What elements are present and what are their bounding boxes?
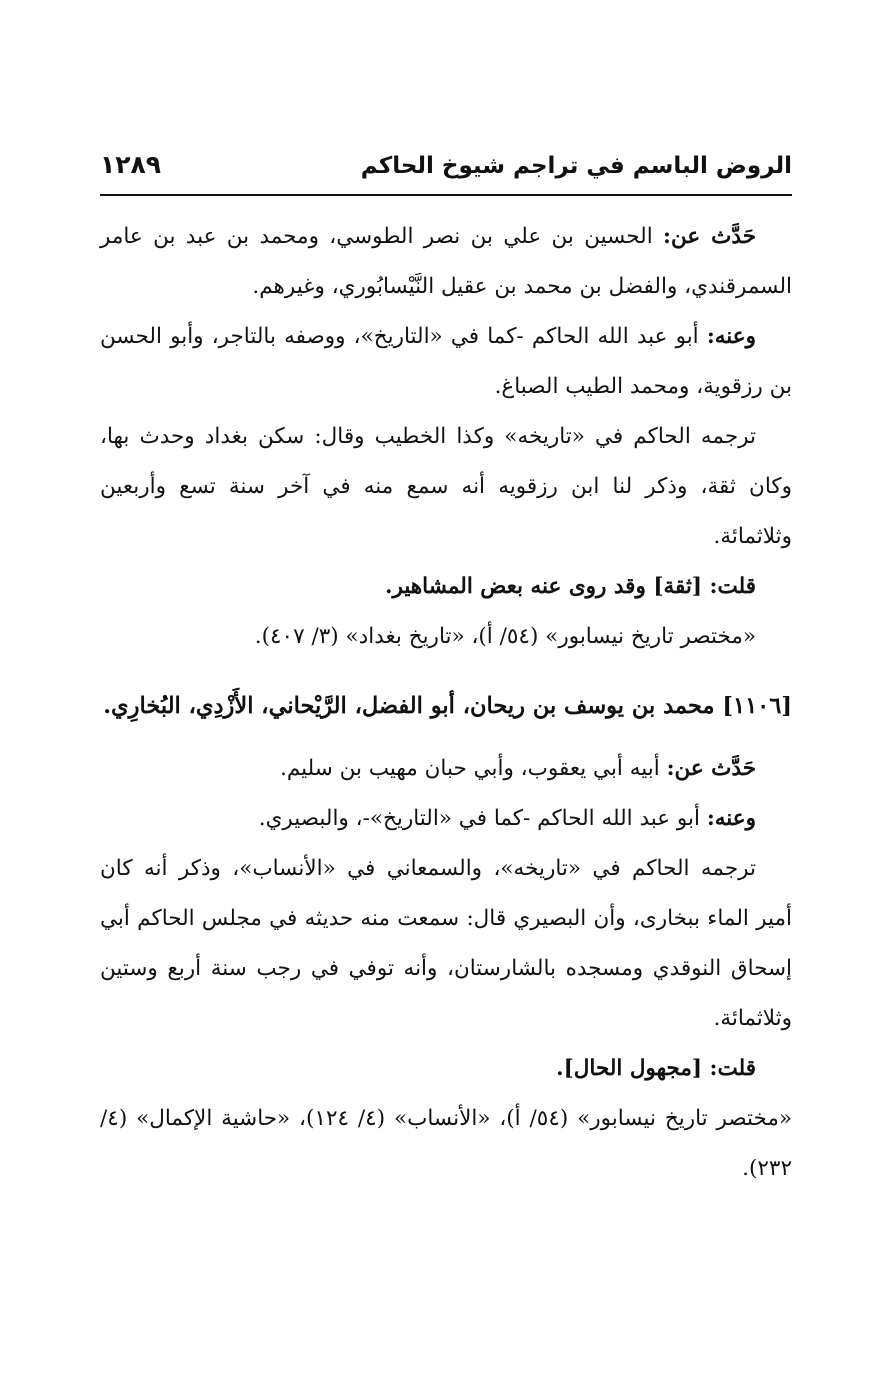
narrated-from-label: حَدَّث عن: [663,224,756,249]
sources-paragraph: «مختصر تاريخ نيسابور» (٥٤/ أ)، «الأنساب» (٤/ ١٢٤)، «حاشية الإكمال» (٤/ ٢٣٢). [100,1106,793,1181]
entry-1105 [100,212,792,662]
sources-paragraph: «مختصر تاريخ نيسابور» (٥٤/ أ)، «تاريخ بغداد» (٣/ ٤٠٧). [254,624,756,649]
narrated-by-label: وعنه: [706,324,756,349]
spacer [100,732,792,744]
entry-1106 [100,680,792,1194]
narrated-from-text: أبيه أبي يعقوب، وأبي حبان مهيب بن سليم. [279,756,660,781]
narrated-from-paragraph [100,212,792,312]
running-title: الروض الباسم في تراجم شيوخ الحاكم [360,153,792,179]
narrated-from-label: حَدَّث عن: [666,756,756,781]
narrated-by-paragraph [100,312,792,412]
narrated-from-paragraph [100,744,792,794]
book-page [100,150,792,1250]
narrated-by-label: وعنه: [706,806,756,831]
narrated-by-text: أبو عبد الله الحاكم -كما في «التاريخ»، ووصفه بالتاجر، وأبو الحسن بن رزقوية، ومحمد الطيب الصباغ. [100,324,792,399]
verdict-paragraph: قلت: [مجهول الحال]. [556,1056,756,1081]
biography-paragraph: ترجمه الحاكم في «تاريخه» وكذا الخطيب وقال: سكن بغداد وحدث بها، وكان ثقة، وذكر لنا ابن رزقويه أنه سمع منه في آخر سنة تسع وأربعين وثلاثمائة. [100,424,792,549]
page-header [100,150,792,186]
verdict-paragraph: قلت: [ثقة] وقد روى عنه بعض المشاهير. [384,574,756,599]
biography-paragraph: ترجمه الحاكم في «تاريخه»، والسمعاني في «الأنساب»، وذكر أنه كان أمير الماء ببخارى، وأن البصيري قال: سمعت منه حديثه في مجلس الحاكم أبي إسحاق النوقدي ومسجده بالشارستان، وأنه توفي في رجب سنة أربع وستين وثلاثمائة. [100,856,792,1031]
entry-heading: [١١٠٦] محمد بن يوسف بن ريحان، أبو الفضل، الرَّيْحاني، الأَزْدِي، البُخارِي. [103,693,792,719]
narrated-by-paragraph [100,794,792,844]
narrated-from-text: الحسين بن علي بن نصر الطوسي، ومحمد بن عبد بن عامر السمرقندي، والفضل بن محمد بن عقيل النَّيْسابُوري، وغيرهم. [100,224,792,299]
narrated-by-text: أبو عبد الله الحاكم -كما في «التاريخ»-، والبصيري. [258,806,700,831]
page-number: ١٢٨٩ [100,150,162,179]
header-rule [100,194,792,196]
